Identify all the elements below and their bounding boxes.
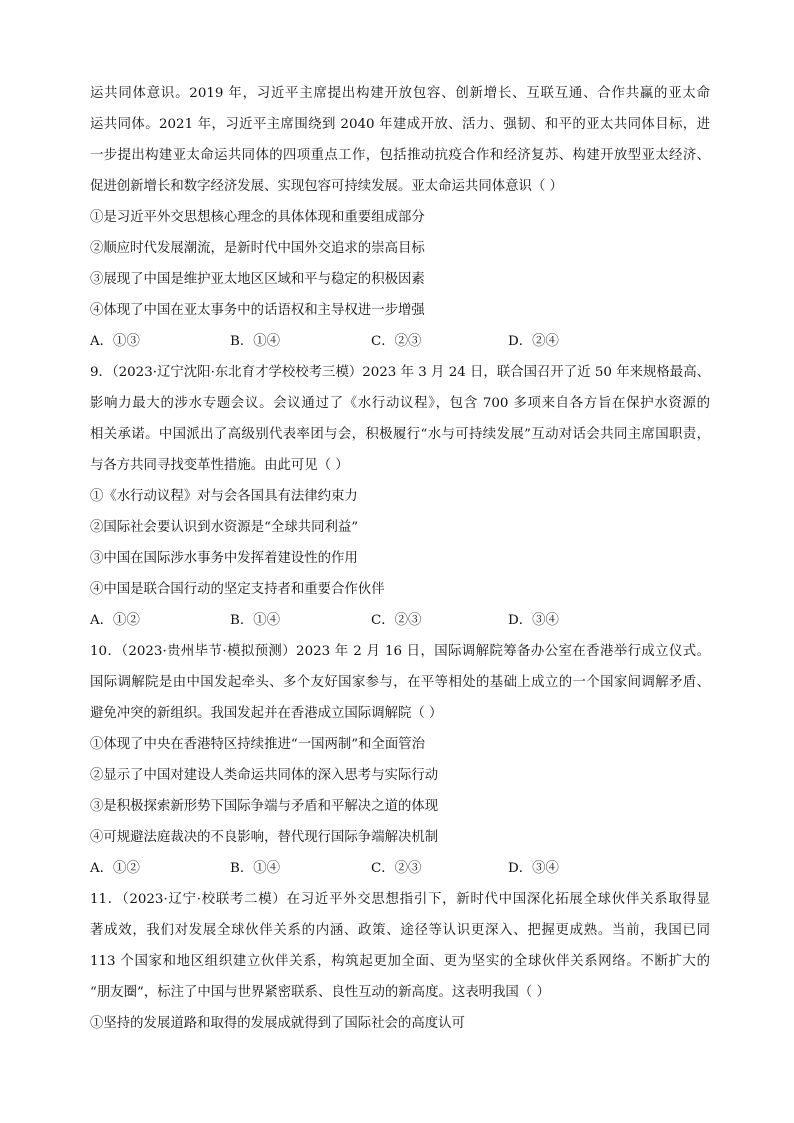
question-10-stem (90, 636, 710, 729)
stem-line: “朋友圈”，标注了中国与世界紧密联系、良性互动的新高度。这表明我国（ ） (90, 985, 550, 1000)
question-9-answers (90, 605, 710, 636)
question-8-options (90, 202, 710, 326)
option-item: ④可规避法庭裁决的不良影响，替代现行国际争端解决机制 (90, 830, 439, 845)
answer-choice-a: A．①② (90, 861, 140, 876)
stem-line: 国际调解院是由中国发起牵头、多个友好国家参与，在平等相处的基础上成立的一个国家间调解矛盾、 (90, 675, 710, 690)
answer-choice-d: D．②④ (508, 334, 559, 349)
stem-line: 一步提出构建亚太命运共同体的四项重点工作，包括推动抗疫合作和经济复苏、构建开放型亚太经济、 (90, 148, 710, 163)
question-10-answers (90, 853, 710, 884)
option-item: ①《水行动议程》对与会各国具有法律约束力 (90, 489, 358, 504)
stem-line: 影响力最大的涉水专题会议。会议通过了《水行动议程》，包含 700 多项来自各方旨在保护水资源的 (90, 396, 710, 411)
answer-choice-d: D．③④ (508, 861, 559, 876)
question-9-options (90, 481, 710, 605)
answer-choice-b: B．①④ (230, 613, 281, 628)
answer-choice-a: A．①② (90, 613, 140, 628)
option-item: ①坚持的发展道路和取得的发展成就得到了国际社会的高度认可 (90, 1016, 465, 1031)
stem-line: 相关承诺。中国派出了高级别代表率团与会，积极履行“水与可持续发展”互动对话会共同主席国职责， (90, 427, 710, 442)
option-item: ③是积极探索新形势下国际争端与矛盾和平解决之道的体现 (90, 799, 439, 814)
stem-line: 运共同体意识。2019 年，习近平主席提出构建开放包容、创新增长、互联互通、合作共赢的亚太命 (90, 86, 710, 101)
answer-choice-d: D．③④ (508, 613, 559, 628)
question-8-answers (90, 326, 710, 357)
question-10-options (90, 729, 710, 853)
question-11-stem (90, 884, 710, 1008)
option-item: ②顺应时代发展潮流，是新时代中国外交追求的崇高目标 (90, 241, 425, 256)
document-body (90, 78, 710, 1039)
question-9-stem (90, 357, 710, 481)
stem-line: 著成效，我们对发展全球伙伴关系的内涵、政策、途径等认识更深入、把握更成熟。当前，我国已同 (90, 923, 710, 938)
stem-line: 11．（2023·辽宁·校联考二模）在习近平外交思想指引下，新时代中国深化拓展全球伙伴关系取得显 (90, 892, 710, 907)
option-item: ③展现了中国是维护亚太地区区域和平与稳定的积极因素 (90, 272, 425, 287)
answer-choice-c: C．②③ (371, 861, 422, 876)
answer-choice-c: C．②③ (371, 334, 422, 349)
option-item: ③中国在国际涉水事务中发挥着建设性的作用 (90, 551, 358, 566)
option-item: ④中国是联合国行动的坚定支持者和重要合作伙伴 (90, 582, 385, 597)
stem-line: 113 个国家和地区组织建立伙伴关系，构筑起更加全面、更为坚实的全球伙伴关系网络。不断扩大的 (90, 954, 710, 969)
stem-line: 促进创新增长和数字经济发展、实现包容可持续发展。亚太命运共同体意识（ ） (90, 179, 563, 194)
stem-line: 避免冲突的新组织。我国发起并在香港成立国际调解院（ ） (90, 706, 443, 721)
answer-choice-b: B．①④ (230, 861, 281, 876)
answer-choice-a: A．①③ (90, 334, 140, 349)
stem-line: 9．（2023·辽宁沈阳·东北育才学校校考三模）2023 年 3 月 24 日，联合国召开了近 50 年来规格最高、 (90, 365, 710, 380)
option-item: ②显示了中国对建设人类命运共同体的深入思考与实际行动 (90, 768, 439, 783)
question-8-stem (90, 78, 710, 202)
option-item: ④体现了中国在亚太事务中的话语权和主导权进一步增强 (90, 303, 425, 318)
stem-line: 运共同体。2021 年，习近平主席围绕到 2040 年建成开放、活力、强韧、和平的亚太共同体目标，进 (90, 117, 710, 132)
option-item: ①体现了中央在香港特区持续推进“一国两制”和全面管治 (90, 737, 426, 752)
stem-line: 10．（2023·贵州毕节·模拟预测）2023 年 2 月 16 日，国际调解院筹备办公室在香港举行成立仪式。 (90, 644, 710, 659)
answer-choice-b: B．①④ (230, 334, 281, 349)
answer-choice-c: C．②③ (371, 613, 422, 628)
option-item: ①是习近平外交思想核心理念的具体体现和重要组成部分 (90, 210, 425, 225)
option-item: ②国际社会要认识到水资源是“全球共同利益” (90, 520, 359, 535)
stem-line: 与各方共同寻找变革性措施。由此可见（ ） (90, 458, 349, 473)
question-11-options (90, 1008, 710, 1039)
